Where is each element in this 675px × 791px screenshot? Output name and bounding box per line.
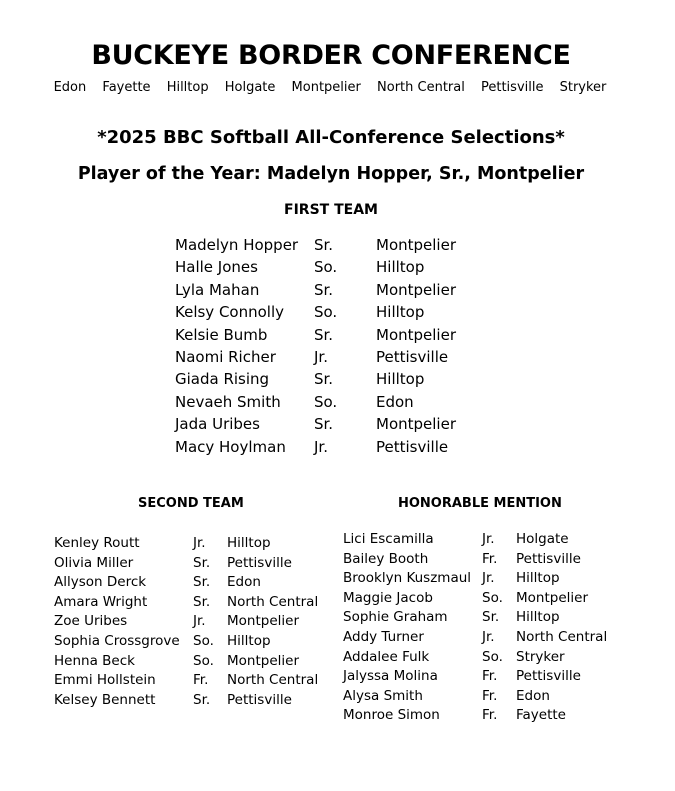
first-team-row bbox=[175, 301, 456, 323]
player-class: Fr. bbox=[193, 672, 209, 689]
player-class: So. bbox=[193, 632, 214, 649]
second-team-row bbox=[54, 534, 318, 554]
second-team-row bbox=[54, 554, 318, 574]
player-school: Hilltop bbox=[376, 303, 425, 322]
player-school: Montpelier bbox=[227, 613, 299, 630]
player-school: Montpelier bbox=[516, 589, 588, 606]
second-team-row bbox=[54, 573, 318, 593]
player-school: Montpelier bbox=[376, 415, 456, 434]
first-team-row bbox=[175, 324, 456, 346]
player-name: Bailey Booth bbox=[343, 550, 429, 567]
school-name: Stryker bbox=[559, 80, 607, 95]
player-name: Giada Rising bbox=[175, 370, 270, 389]
player-school: North Central bbox=[516, 628, 608, 645]
second-team-row bbox=[54, 593, 318, 613]
second-team-heading: SECOND TEAM bbox=[138, 496, 244, 511]
player-class: Sr. bbox=[314, 415, 334, 434]
player-school: Hilltop bbox=[227, 632, 271, 649]
player-name: Lyla Mahan bbox=[175, 280, 260, 299]
player-class: Sr. bbox=[314, 370, 334, 389]
player-name: Lici Escamilla bbox=[343, 531, 434, 547]
player-name: Halle Jones bbox=[175, 258, 258, 277]
player-class: So. bbox=[193, 652, 214, 669]
second-team-row bbox=[54, 612, 318, 632]
player-class: Fr. bbox=[482, 668, 498, 685]
player-name: Alysa Smith bbox=[343, 687, 423, 704]
first-team-row bbox=[175, 234, 456, 256]
player-of-the-year: Player of the Year: Madelyn Hopper, Sr., Montpelier bbox=[77, 164, 585, 184]
selections-heading: *2025 BBC Softball All-Conference Selections* bbox=[97, 127, 565, 148]
first-team-row bbox=[175, 436, 456, 458]
first-team-row bbox=[175, 346, 456, 368]
player-name: Emmi Hollstein bbox=[54, 672, 156, 689]
player-school: Edon bbox=[227, 574, 261, 591]
player-name: Zoe Uribes bbox=[54, 613, 128, 630]
player-school: Hilltop bbox=[227, 535, 271, 551]
player-class: Jr. bbox=[482, 570, 495, 587]
player-name: Nevaeh Smith bbox=[175, 392, 281, 411]
player-name: Allyson Derck bbox=[54, 574, 147, 591]
player-school: North Central bbox=[227, 593, 319, 610]
honorable-mention-row bbox=[343, 648, 607, 668]
player-name: Sophie Graham bbox=[343, 609, 448, 626]
player-school: North Central bbox=[227, 672, 319, 689]
player-class: Sr. bbox=[314, 325, 334, 344]
player-class: Sr. bbox=[482, 609, 500, 626]
player-school: Holgate bbox=[516, 531, 569, 547]
player-class: Fr. bbox=[482, 550, 498, 567]
player-school: Edon bbox=[516, 687, 550, 704]
honorable-mention-list bbox=[343, 530, 607, 726]
player-school: Pettisville bbox=[516, 668, 581, 685]
player-class: Jr. bbox=[482, 531, 495, 547]
second-team-row bbox=[54, 632, 318, 652]
second-team-row bbox=[54, 691, 318, 711]
player-class: Sr. bbox=[314, 236, 334, 254]
player-name: Addy Turner bbox=[343, 628, 424, 645]
second-team-list bbox=[54, 534, 318, 710]
player-class: So. bbox=[482, 648, 503, 665]
school-name: Pettisville bbox=[480, 80, 544, 95]
honorable-mention-row bbox=[343, 628, 607, 648]
player-school: Hilltop bbox=[376, 370, 425, 389]
player-name: Kenley Routt bbox=[54, 535, 140, 551]
player-name: Amara Wright bbox=[54, 593, 148, 610]
player-school: Fayette bbox=[516, 707, 566, 724]
honorable-mention-row bbox=[343, 569, 607, 589]
player-name: Kelsy Connolly bbox=[175, 303, 284, 322]
player-name: Sophia Crossgrove bbox=[54, 632, 180, 649]
player-class: Sr. bbox=[193, 691, 211, 708]
first-team-row bbox=[175, 391, 456, 413]
player-school: Montpelier bbox=[227, 652, 299, 669]
first-team-list bbox=[175, 234, 456, 458]
first-team-row bbox=[175, 256, 456, 278]
player-class: Sr. bbox=[193, 593, 211, 610]
first-team-heading: FIRST TEAM bbox=[284, 202, 378, 218]
player-school: Hilltop bbox=[516, 609, 560, 626]
player-name: Jada Uribes bbox=[175, 415, 260, 434]
player-class: So. bbox=[314, 392, 338, 411]
player-name: Addalee Fulk bbox=[343, 648, 430, 665]
school-list bbox=[0, 80, 660, 95]
player-school: Pettisville bbox=[376, 437, 449, 456]
school-name: Holgate bbox=[224, 80, 276, 95]
school-name: Montpelier bbox=[291, 80, 361, 95]
honorable-mention-row bbox=[343, 530, 607, 550]
player-class: So. bbox=[482, 589, 503, 606]
player-class: Jr. bbox=[482, 628, 495, 645]
player-class: Jr. bbox=[314, 347, 328, 366]
honorable-mention-row bbox=[343, 687, 607, 707]
second-team-row bbox=[54, 652, 318, 672]
conference-title: BUCKEYE BORDER CONFERENCE bbox=[91, 40, 571, 71]
player-school: Edon bbox=[376, 392, 414, 411]
player-class: Sr. bbox=[193, 574, 211, 591]
player-school: Montpelier bbox=[376, 280, 456, 299]
player-school: Montpelier bbox=[376, 325, 456, 344]
player-name: Olivia Miller bbox=[54, 554, 134, 571]
player-school: Pettisville bbox=[227, 554, 292, 571]
honorable-mention-row bbox=[343, 608, 607, 628]
honorable-mention-heading: HONORABLE MENTION bbox=[398, 496, 562, 511]
player-school: Pettisville bbox=[376, 347, 449, 366]
player-name: Brooklyn Kuszmaul bbox=[343, 570, 472, 587]
player-school: Montpelier bbox=[376, 236, 456, 254]
school-name: Hilltop bbox=[166, 80, 209, 95]
school-name: Edon bbox=[53, 80, 87, 95]
player-class: Fr. bbox=[482, 687, 498, 704]
player-school: Stryker bbox=[516, 648, 565, 665]
player-class: Jr. bbox=[314, 437, 328, 456]
player-class: So. bbox=[314, 258, 338, 277]
player-name: Madelyn Hopper bbox=[175, 236, 299, 254]
player-name: Kelsie Bumb bbox=[175, 325, 268, 344]
player-school: Hilltop bbox=[376, 258, 425, 277]
first-team-row bbox=[175, 413, 456, 435]
player-name: Monroe Simon bbox=[343, 707, 440, 724]
player-name: Macy Hoylman bbox=[175, 437, 286, 456]
player-class: Jr. bbox=[193, 535, 206, 551]
player-class: Sr. bbox=[193, 554, 211, 571]
first-team-row bbox=[175, 279, 456, 301]
player-name: Henna Beck bbox=[54, 652, 135, 669]
player-school: Hilltop bbox=[516, 570, 560, 587]
honorable-mention-row bbox=[343, 589, 607, 609]
school-name: North Central bbox=[377, 80, 465, 95]
honorable-mention-row bbox=[343, 706, 607, 726]
school-name: Fayette bbox=[102, 80, 151, 95]
player-school: Pettisville bbox=[227, 691, 292, 708]
honorable-mention-row bbox=[343, 667, 607, 687]
player-name: Kelsey Bennett bbox=[54, 691, 156, 708]
honorable-mention-row bbox=[343, 550, 607, 570]
player-class: Sr. bbox=[314, 280, 334, 299]
player-class: Fr. bbox=[482, 707, 498, 724]
first-team-row bbox=[175, 368, 456, 390]
player-class: So. bbox=[314, 303, 338, 322]
player-school: Pettisville bbox=[516, 550, 581, 567]
player-class: Jr. bbox=[193, 613, 206, 630]
player-name: Maggie Jacob bbox=[343, 589, 433, 606]
player-name: Naomi Richer bbox=[175, 347, 276, 366]
second-team-row bbox=[54, 671, 318, 691]
player-name: Jalyssa Molina bbox=[343, 668, 438, 685]
